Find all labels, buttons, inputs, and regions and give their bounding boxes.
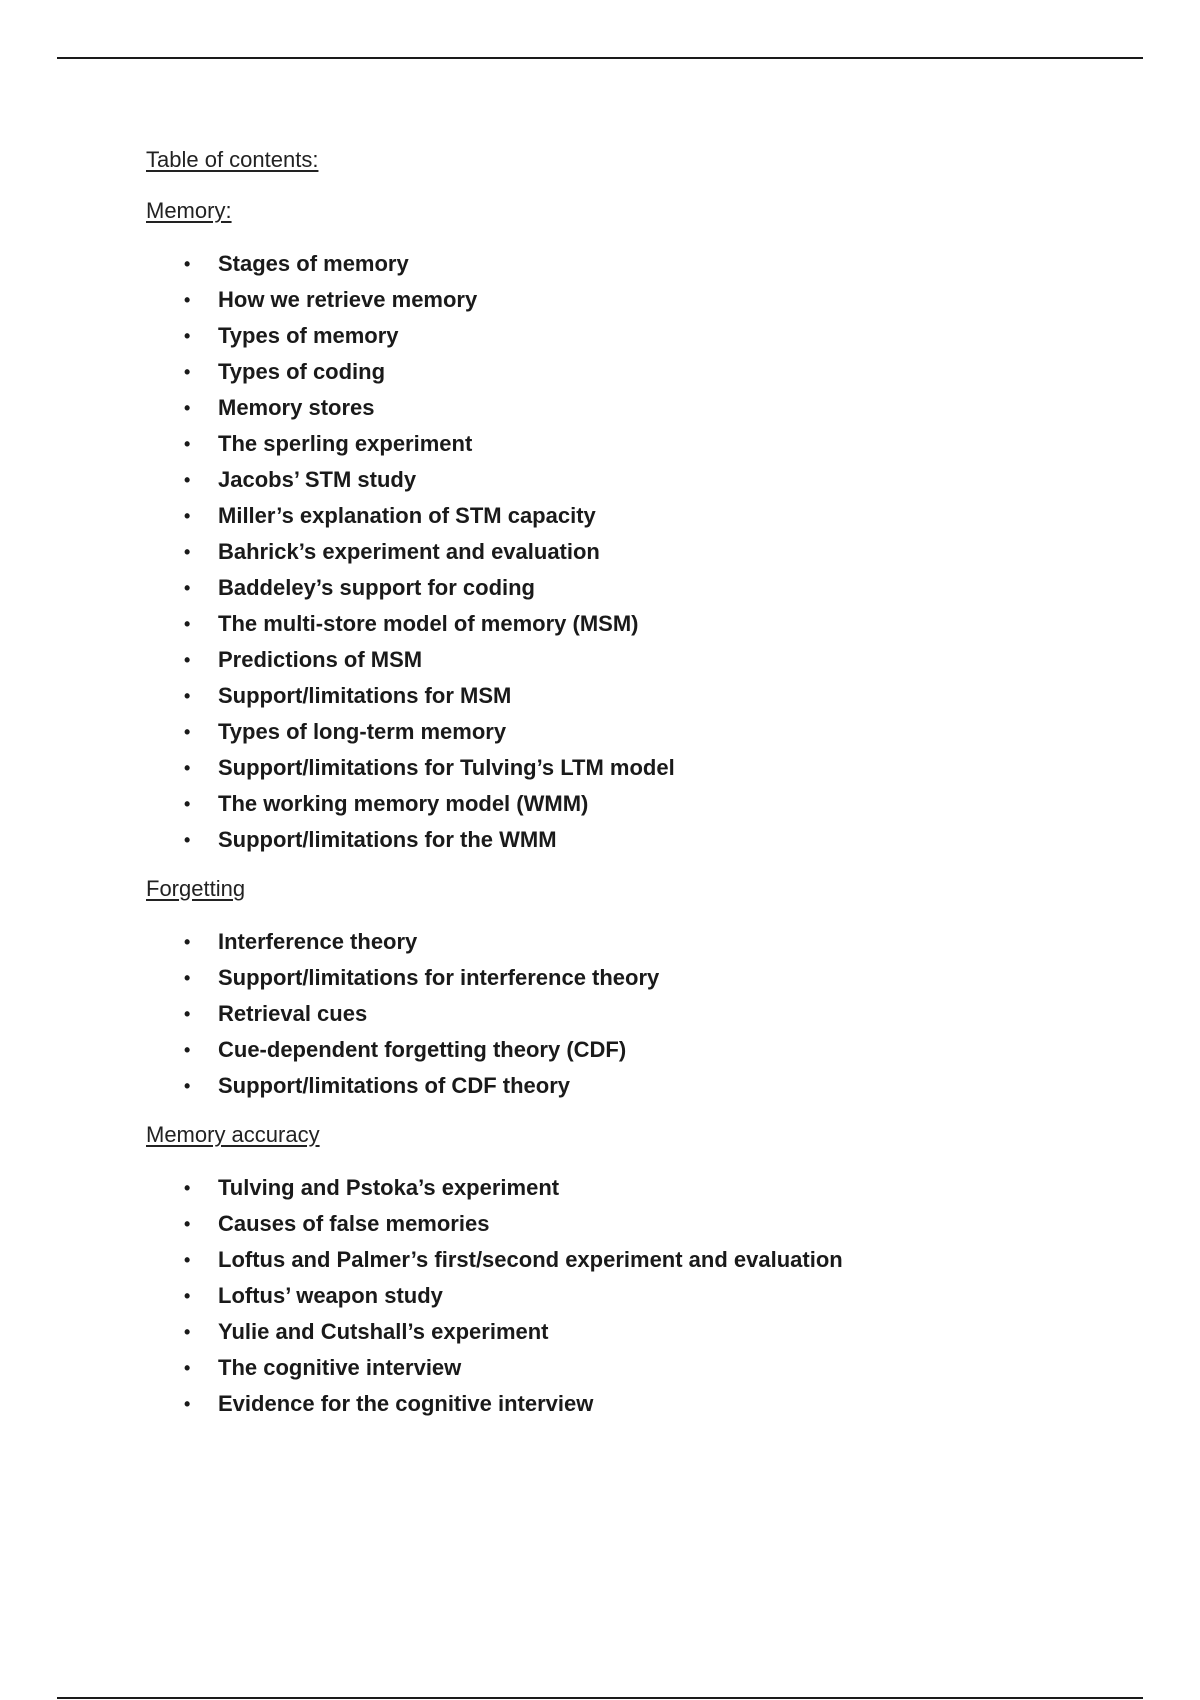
toc-item xyxy=(146,960,1146,996)
toc-item xyxy=(146,570,1146,606)
toc-item xyxy=(146,318,1146,354)
bullet-icon: • xyxy=(184,1213,191,1234)
toc-item xyxy=(146,750,1146,786)
toc-item xyxy=(146,1278,1146,1314)
bullet-icon: • xyxy=(184,505,191,526)
toc-item xyxy=(146,282,1146,318)
bullet-icon: • xyxy=(184,1039,191,1060)
section-item-list xyxy=(146,246,1146,858)
toc-item xyxy=(146,462,1146,498)
toc-item xyxy=(146,1206,1146,1242)
toc-item-text: Loftus and Palmer’s first/second experiment and evaluation xyxy=(218,1247,843,1272)
bullet-icon: • xyxy=(184,967,191,988)
toc-item-text: Support/limitations for MSM xyxy=(218,683,512,708)
toc-item-text: Stages of memory xyxy=(218,251,409,276)
bullet-icon: • xyxy=(184,469,191,490)
toc-item-text: Predictions of MSM xyxy=(218,647,423,672)
bullet-icon: • xyxy=(184,1357,191,1378)
bullet-icon: • xyxy=(184,325,191,346)
footer-rule xyxy=(57,1697,1143,1699)
toc-item xyxy=(146,1314,1146,1350)
bullet-icon: • xyxy=(184,253,191,274)
toc-item xyxy=(146,498,1146,534)
toc-item xyxy=(146,426,1146,462)
toc-item xyxy=(146,1386,1146,1422)
bullet-icon: • xyxy=(184,829,191,850)
toc-item-text: Loftus’ weapon study xyxy=(218,1283,443,1308)
toc-item-text: Retrieval cues xyxy=(218,1001,368,1026)
toc-item-text: The multi-store model of memory (MSM) xyxy=(218,611,639,636)
toc-item-text: How we retrieve memory xyxy=(218,287,478,312)
section-heading: Forgetting xyxy=(146,876,246,901)
toc-item xyxy=(146,642,1146,678)
bullet-icon: • xyxy=(184,289,191,310)
toc-item xyxy=(146,246,1146,282)
bullet-icon: • xyxy=(184,1285,191,1306)
toc-item xyxy=(146,786,1146,822)
toc-item-text: Support/limitations for the WMM xyxy=(218,827,557,852)
toc-section xyxy=(146,194,1146,858)
bullet-icon: • xyxy=(184,541,191,562)
bullet-icon: • xyxy=(184,757,191,778)
toc-item-text: Baddeley’s support for coding xyxy=(218,575,535,600)
toc-item-text: The working memory model (WMM) xyxy=(218,791,589,816)
toc-item xyxy=(146,822,1146,858)
bullet-icon: • xyxy=(184,361,191,382)
bullet-icon: • xyxy=(184,1321,191,1342)
toc-item-text: Types of coding xyxy=(218,359,386,384)
toc-item-text: Miller’s explanation of STM capacity xyxy=(218,503,596,528)
toc-section xyxy=(146,872,1146,1104)
bullet-icon: • xyxy=(184,721,191,742)
bullet-icon: • xyxy=(184,1075,191,1096)
section-item-list xyxy=(146,1170,1146,1422)
toc-item-text: Support/limitations for interference theory xyxy=(218,965,660,990)
bullet-icon: • xyxy=(184,1177,191,1198)
toc-item-text: Jacobs’ STM study xyxy=(218,467,417,492)
section-heading: Memory: xyxy=(146,198,232,223)
bullet-icon: • xyxy=(184,613,191,634)
toc-item-text: Causes of false memories xyxy=(218,1211,490,1236)
toc-item xyxy=(146,534,1146,570)
toc-item xyxy=(146,390,1146,426)
bullet-icon: • xyxy=(184,1003,191,1024)
toc-item-text: Types of memory xyxy=(218,323,399,348)
toc-item xyxy=(146,1242,1146,1278)
toc-item-text: Support/limitations for Tulving’s LTM model xyxy=(218,755,675,780)
bullet-icon: • xyxy=(184,649,191,670)
toc-item xyxy=(146,1068,1146,1104)
document-body xyxy=(146,143,1146,1436)
toc-item xyxy=(146,1350,1146,1386)
toc-item xyxy=(146,606,1146,642)
toc-item-text: Types of long-term memory xyxy=(218,719,507,744)
toc-item-text: Evidence for the cognitive interview xyxy=(218,1391,594,1416)
toc-item-text: Tulving and Pstoka’s experiment xyxy=(218,1175,560,1200)
bullet-icon: • xyxy=(184,931,191,952)
bullet-icon: • xyxy=(184,577,191,598)
toc-sections xyxy=(146,194,1146,1422)
bullet-icon: • xyxy=(184,1393,191,1414)
toc-title: Table of contents: xyxy=(146,147,319,172)
toc-item xyxy=(146,924,1146,960)
toc-item xyxy=(146,354,1146,390)
toc-item xyxy=(146,1170,1146,1206)
toc-item xyxy=(146,1032,1146,1068)
toc-item xyxy=(146,678,1146,714)
toc-item-text: Bahrick’s experiment and evaluation xyxy=(218,539,600,564)
toc-item-text: Yulie and Cutshall’s experiment xyxy=(218,1319,549,1344)
header-rule xyxy=(57,57,1143,59)
toc-item-text: The cognitive interview xyxy=(218,1355,462,1380)
toc-item-text: Support/limitations of CDF theory xyxy=(218,1073,570,1098)
toc-item-text: Interference theory xyxy=(218,929,418,954)
bullet-icon: • xyxy=(184,1249,191,1270)
section-item-list xyxy=(146,924,1146,1104)
bullet-icon: • xyxy=(184,685,191,706)
toc-section xyxy=(146,1118,1146,1422)
toc-item-text: Memory stores xyxy=(218,395,375,420)
toc-item xyxy=(146,714,1146,750)
bullet-icon: • xyxy=(184,433,191,454)
section-heading: Memory accuracy xyxy=(146,1122,320,1147)
toc-item-text: Cue-dependent forgetting theory (CDF) xyxy=(218,1037,627,1062)
toc-item xyxy=(146,996,1146,1032)
bullet-icon: • xyxy=(184,793,191,814)
bullet-icon: • xyxy=(184,397,191,418)
toc-item-text: The sperling experiment xyxy=(218,431,473,456)
